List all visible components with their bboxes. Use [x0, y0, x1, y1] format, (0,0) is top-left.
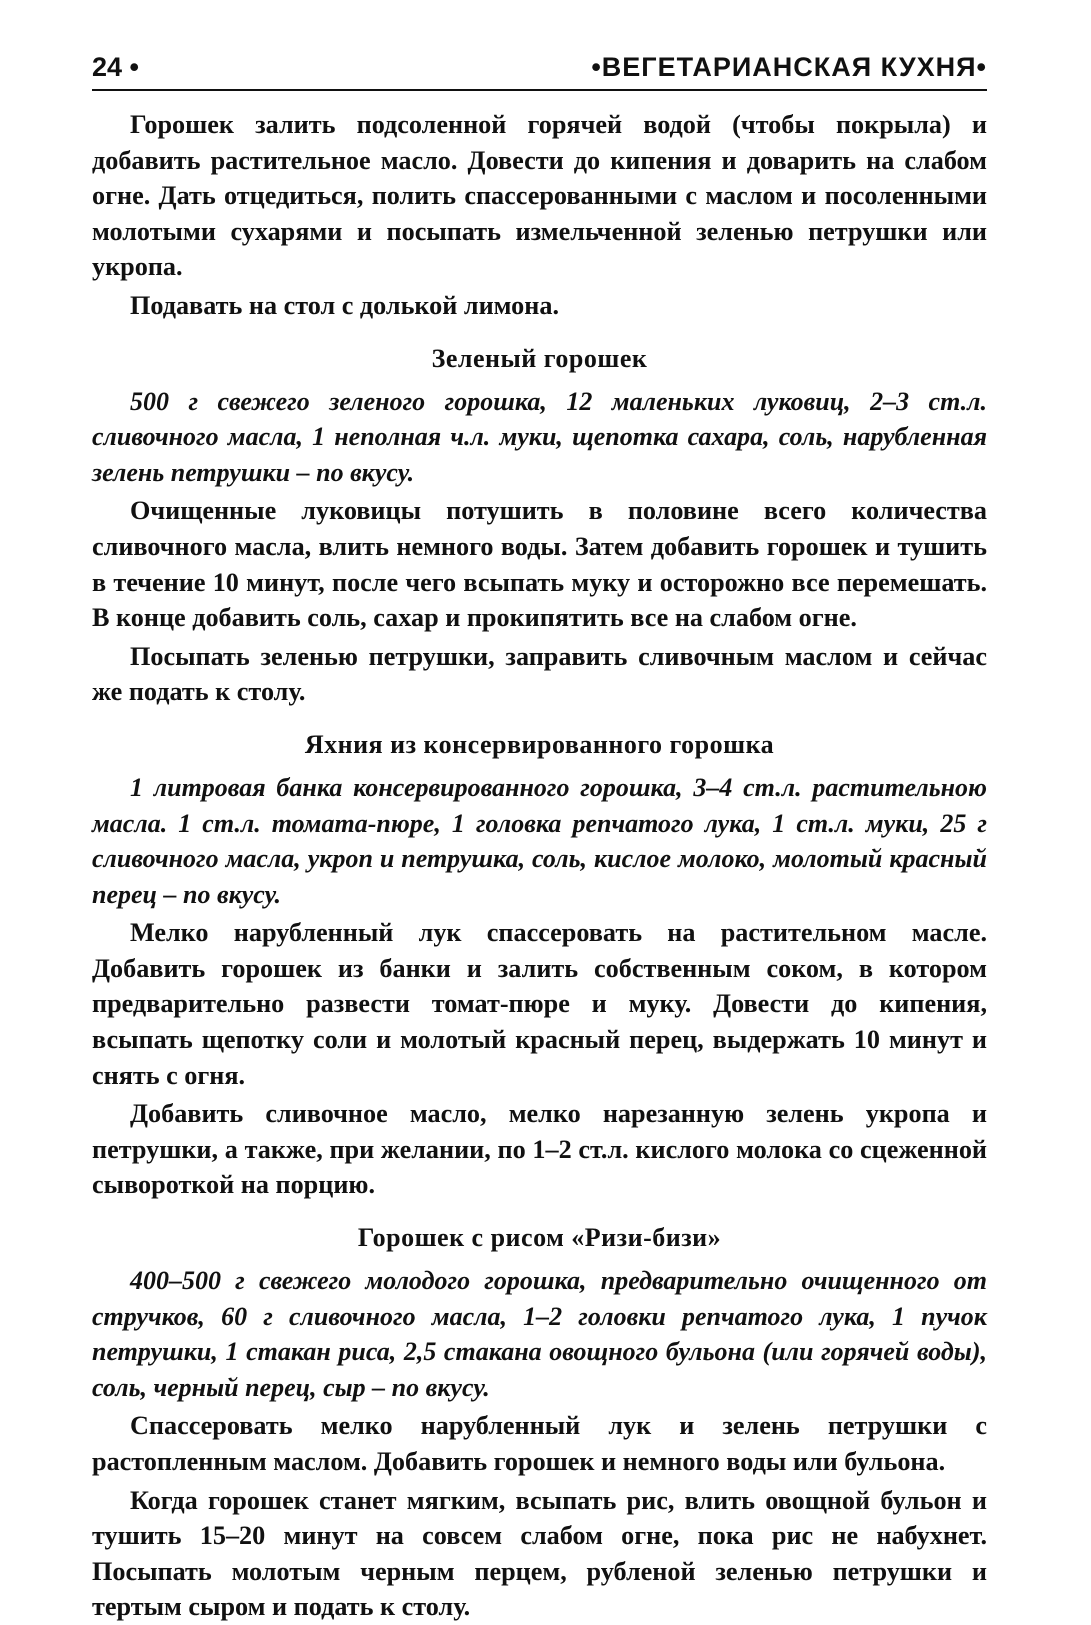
recipe-ingredients: 500 г свежего зеленого горошка, 12 маленьких луковиц, 2–3 ст.л. сливочного масла, 1 неполная ч.л. муки, щепотка сахара, соль, нарубленная зелень петрушки – по вкусу. [92, 386, 987, 487]
recipe-step: Когда горошек станет мягким, всыпать рис, влить овощной бульон и тушить 15–20 минут на совсем слабом огне, пока рис не набухнет. Посыпать молотым черным перцем, рубленой зеленью петрушки и тертым сыром и подать к столу. [92, 1485, 987, 1622]
page-body [92, 107, 987, 1625]
recipe-title: Горошек с рисом «Ризи-бизи» [357, 1223, 722, 1253]
recipe-title: Яхния из консервированного горошка [304, 729, 775, 759]
serving-note: Подавать на стол с долькой лимона. [130, 290, 559, 320]
recipe-step: Очищенные луковицы потушить в половине всего количества сливочного масла, влить немного воды. Затем добавить горошек и тушить в течение 10 минут, после чего всыпать муку и осторожно все перемешать. В конце добавить соль, сахар и прокипятить все на слабом огне. [92, 496, 987, 633]
page-number: 24 • [92, 52, 139, 82]
book-page [92, 52, 987, 1625]
recipe-step: Мелко нарубленный лук спассеровать на растительном масле. Добавить горошек из банки и залить собственным соком, в котором предварительно развести томат-пюре и муку. Довести до кипения, всыпать щепотку соли и молотый красный перец, выдержать 10 минут и снять с огня. [92, 918, 987, 1090]
recipe-title: Зеленый горошек [431, 343, 648, 373]
recipe-ingredients: 1 литровая банка консервированного горошка, 3–4 ст.л. растительною масла. 1 ст.л. томата-пюре, 1 головка репчатого лука, 1 ст.л. муки, 25 г сливочного масла, укроп и петрушка, соль, кислое молоко, молотый красный перец – по вкусу. [92, 772, 987, 909]
recipe-step: Спассеровать мелко нарубленный лук и зелень петрушки с растопленным маслом. Добавить горошек и немного воды или бульона. [92, 1411, 987, 1476]
recipe-step: Посыпать зеленью петрушки, заправить сливочным маслом и сейчас же подать к столу. [92, 641, 987, 707]
running-title: •ВЕГЕТАРИАНСКАЯ КУХНЯ• [591, 52, 987, 82]
recipe-ingredients: 400–500 г свежего молодого горошка, предварительно очищенного от стручков, 60 г сливочного масла, 1–2 головки репчатого лука, 1 пучок петрушки, 1 стакан риса, 2,5 стакана овощного бульона (или горячей воды), соль, черный перец, сыр – по вкусу. [92, 1266, 987, 1402]
intro-paragraph: Горошек залить подсоленной горячей водой (чтобы покрыла) и добавить растительное масло. Довести до кипения и доварить на слабом огне. Дать отцедиться, полить спассерованными с маслом и посоленными молотыми сухарями и посыпать измельченной зеленью петрушки или укропа. [92, 110, 987, 282]
recipe-step: Добавить сливочное масло, мелко нарезанную зелень укропа и петрушки, а также, при желании, по 1–2 ст.л. кислого молока со сцеженной сывороткой на порцию. [92, 1099, 987, 1200]
running-header [92, 52, 987, 91]
